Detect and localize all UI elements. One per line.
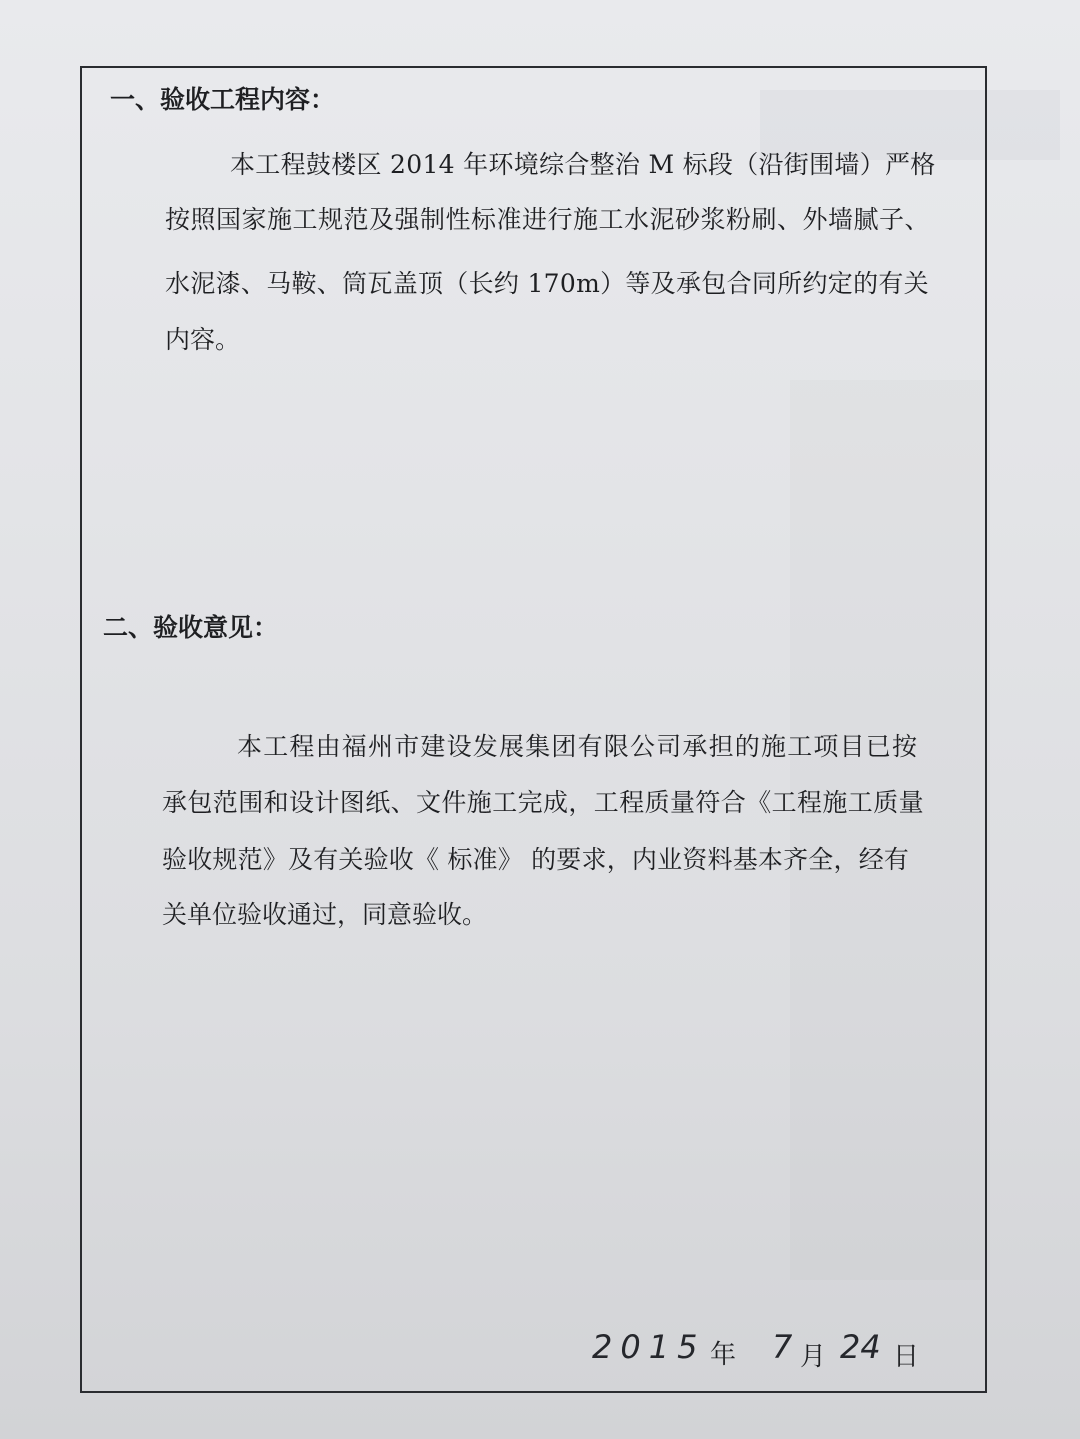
section-2-line-2: 承包范围和设计图纸、文件施工完成，工程质量符合《工程施工质量 (162, 788, 925, 817)
section-2-line-3: 验收规范》及有关验收《 标准》 的要求，内业资料基本齐全，经有 (162, 845, 910, 874)
section-2-line-1: 本工程由福州市建设发展集团有限公司承担的施工项目已按 (237, 732, 919, 761)
date-day: 24 (840, 1328, 881, 1366)
section-2-heading: 二、验收意见： (103, 613, 279, 642)
section-1-heading: 一、验收工程内容： (110, 85, 336, 114)
date-month-char: 月 (800, 1342, 827, 1372)
date-month: 7 (772, 1328, 793, 1366)
section-1-line-1: 本工程鼓楼区 2014 年环境综合整治 M 标段（沿街围墙）严格 (230, 150, 936, 179)
section-2-line-4: 关单位验收通过，同意验收。 (162, 900, 488, 929)
section-1-line-3: 水泥漆、马鞍、筒瓦盖顶（长约 170m）等及承包合同所约定的有关 (165, 269, 929, 298)
date-year: 2015 (592, 1328, 706, 1366)
section-1-line-2: 按照国家施工规范及强制性标准进行施工水泥砂浆粉刷、外墙腻子、 (165, 205, 931, 234)
date-year-char: 年 (710, 1340, 737, 1370)
section-1-line-4: 内容。 (165, 325, 241, 354)
date-day-char: 日 (893, 1342, 920, 1372)
